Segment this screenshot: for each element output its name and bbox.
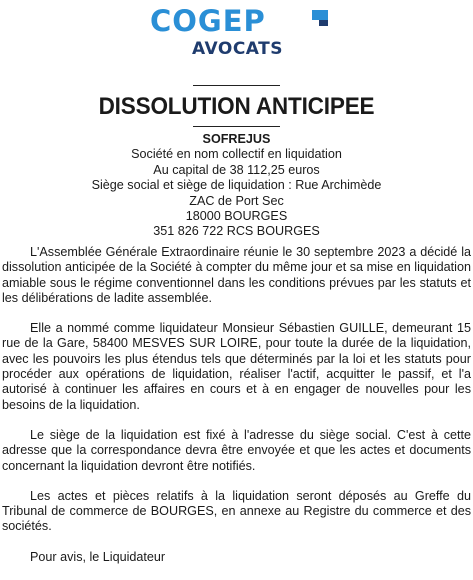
logo-wordmark: COGEP [150, 4, 266, 38]
paragraph-liquidator: Elle a nommé comme liquidateur Monsieur Sébastien GUILLE, demeurant 15 rue de la Gare, 58400 MESVES SUR LOIRE, pour toute la durée de la liquidation, avec les pouvoirs les plus étendus tels que déterminés par la loi et les statuts pour procéder aux opérations de liquidation, réaliser l'actif, acquitter le passif, et l'a autorisé à continuer les affaires en cours et à en engager de nouvelles pour les besoins de la liquidation. [2, 321, 471, 412]
signature-line: Pour avis, le Liquidateur [30, 549, 166, 564]
company-seat: Siège social et siège de liquidation : Rue Archimède [91, 178, 382, 193]
company-zone: ZAC de Port Sec [189, 193, 284, 208]
divider-below-title [193, 126, 280, 127]
paragraph-filing: Les actes et pièces relatifs à la liquidation seront déposés au Greffe du Tribunal de commerce de BOURGES, en annexe au Registre du commerce et des sociétés. [2, 488, 471, 534]
company-capital: Au capital de 38 112,25 euros [153, 162, 320, 177]
paragraph-assembly: L'Assemblée Générale Extraordinaire réunie le 30 septembre 2023 a décidé la dissolution anticipée de la Société à compter du même jour et sa mise en liquidation amiable sous le régime conventionnel dans les conditions prévues par les statuts et les délibérations de ladite assemblée. [2, 245, 471, 305]
paragraph-seat: Le siège de la liquidation est fixé à l'adresse du siège social. C'est à cette adresse que la correspondance devra être envoyée et que les actes et documents concernant la liquidation devront être notifiés. [2, 427, 471, 473]
company-form: Société en nom collectif en liquidation [131, 147, 342, 162]
company-city: 18000 BOURGES [185, 209, 288, 224]
company-name: SOFREJUS [202, 132, 271, 146]
divider-top [193, 85, 280, 86]
notice-body [2, 245, 471, 580]
logo-subtitle: AVOCATS [192, 39, 283, 59]
notice-title: DISSOLUTION ANTICIPEE [98, 93, 375, 120]
cogep-logo [0, 4, 473, 60]
square-corner-mark-icon [312, 10, 328, 26]
company-block [0, 132, 473, 240]
company-rcs: 351 826 722 RCS BOURGES [153, 224, 320, 239]
